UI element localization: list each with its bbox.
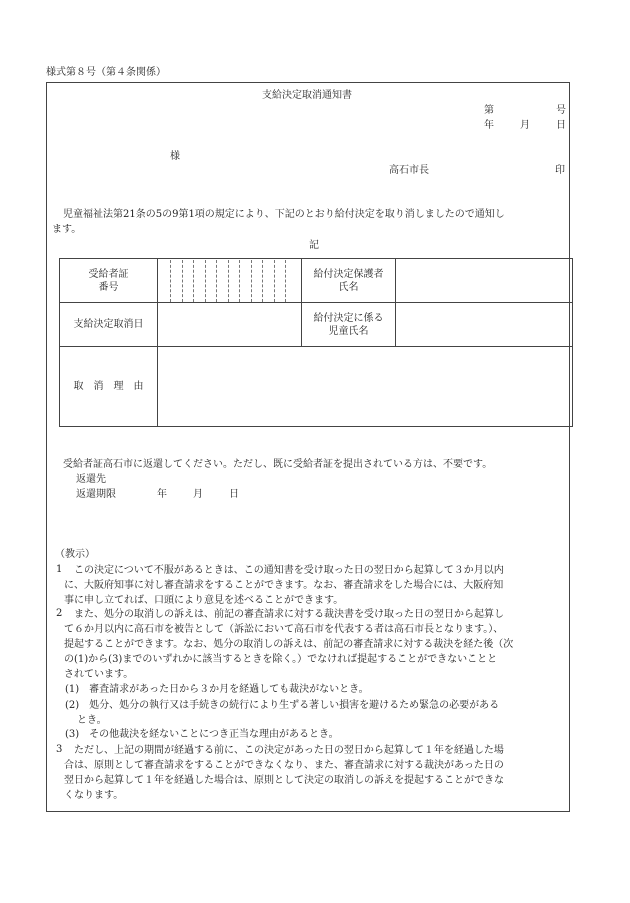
guardian-header <box>302 259 396 303</box>
kyoji-sub-1: (1) 審査請求があった日から３か月を経過しても裁決がないとき。 <box>65 684 369 695</box>
kyoji-item-1-line-3: 事に申し立てれば、口頭により意見を述べることができます。 <box>64 595 344 606</box>
guardian-label-1: 給付決定保護者 <box>313 268 384 280</box>
reason-header: 取 消 理 由 <box>60 347 158 427</box>
recipient-sama: 様 <box>170 151 180 162</box>
kyoji-sub-2-line-2: とき。 <box>77 715 107 726</box>
number-go: 号 <box>556 105 566 116</box>
recipient-cert-header <box>60 259 158 303</box>
date-tsuki: 月 <box>520 120 530 131</box>
guardian-name-cell <box>396 259 573 303</box>
kyoji-sub-3: (3) その他裁決を経ないことにつき正当な理由があるとき。 <box>65 729 339 740</box>
kyoji-item-1-number: 1 <box>56 564 63 575</box>
child-name-cell <box>396 303 573 347</box>
cancel-date-header: 支給決定取消日 <box>60 303 158 347</box>
kyoji-item-2-line-4: の(1)から(3)までのいずれかに該当するときを除く。）でなければ提起することができないことと <box>64 654 498 665</box>
ki-label: 記 <box>309 240 319 251</box>
kyoji-sub-2 <box>65 698 499 728</box>
child-header <box>302 303 396 347</box>
seal-mark: 印 <box>555 165 565 176</box>
child-label-2: 児童氏名 <box>328 325 369 337</box>
guardian-label-2: 氏名 <box>338 281 359 293</box>
recipient-cert-number-cell <box>158 259 302 303</box>
return-notice: 受給者証高石市に返還してください。ただし、既に受給者証を提出されている方は、不要です。 <box>63 459 493 470</box>
number-dai: 第 <box>484 105 494 116</box>
date-nen: 年 <box>484 120 494 131</box>
date-hi: 日 <box>556 120 566 131</box>
kyoji-item-3-line-1: ただし、上記の期間が経過する前に、この決定があった日の翌日から起算して１年を経過した場 <box>74 745 504 756</box>
return-to-label: 返還先 <box>76 474 106 485</box>
reason-cell <box>158 347 573 427</box>
kyoji-item-3-line-3: 翌日から起算して１年を経過した場合は、原則として決定の取消しの訴えを提起することができな <box>64 775 504 786</box>
cert-number-boxes <box>170 260 286 302</box>
kyoji-item-3-line-4: くなります。 <box>64 790 124 801</box>
deadline-hi: 日 <box>229 489 239 500</box>
document-title: 支給決定取消通知書 <box>262 90 352 101</box>
intro-line-2: ます。 <box>52 224 82 235</box>
recipient-cert-label-2: 番号 <box>98 281 119 293</box>
kyoji-item-2-number: 2 <box>56 608 63 619</box>
kyoji-title: （教示） <box>55 549 95 560</box>
child-label-1: 給付決定に係る <box>313 312 384 324</box>
kyoji-item-2-line-2: て６か月以内に高石市を被告として（訴訟において高石市を代表する者は高石市長となります。）、 <box>64 624 504 635</box>
kyoji-item-2 <box>64 607 513 682</box>
kyoji-item-3 <box>64 743 504 803</box>
kyoji-item-2-line-1: また、処分の取消しの訴えは、前記の審査請求に対する裁決書を受け取った日の翌日から起算し <box>74 609 504 620</box>
kyoji-item-3-line-2: 合は、原則として審査請求をすることができなくなり、また、審査請求に対する裁決があった日の <box>64 760 504 771</box>
notice-table <box>59 258 573 427</box>
form-number: 様式第８号（第４条関係） <box>46 67 166 78</box>
deadline-tsuki: 月 <box>193 489 203 500</box>
recipient-cert-label-1: 受給者証 <box>88 268 129 280</box>
kyoji-item-2-line-5: されています。 <box>64 669 134 680</box>
kyoji-item-1-line-1: この決定について不服があるときは、この通知書を受け取った日の翌日から起算して３か月以内 <box>74 565 504 576</box>
deadline-nen: 年 <box>157 489 167 500</box>
return-deadline-label: 返還期限 <box>76 489 116 500</box>
kyoji-item-1 <box>64 563 504 608</box>
issuer-name: 高石市長 <box>389 165 429 176</box>
cancel-date-cell <box>158 303 302 347</box>
intro-line-1: 児童福祉法第21条の5の9第1項の規定により、下記のとおり給付決定を取り消しましたので通知し <box>63 209 505 220</box>
kyoji-item-3-number: 3 <box>56 744 63 755</box>
kyoji-item-1-line-2: に、大阪府知事に対し審査請求をすることができます。なお、審査請求をした場合には、大阪府知 <box>64 580 504 591</box>
kyoji-sub-2-line-1: (2) 処分、処分の執行又は手続きの続行により生ずる著しい損害を避けるため緊急の必要がある <box>65 700 500 711</box>
kyoji-item-2-line-3: 提起することができます。なお、処分の取消しの訴えは、前記の審査請求に対する裁決を経た後（次 <box>64 639 514 650</box>
